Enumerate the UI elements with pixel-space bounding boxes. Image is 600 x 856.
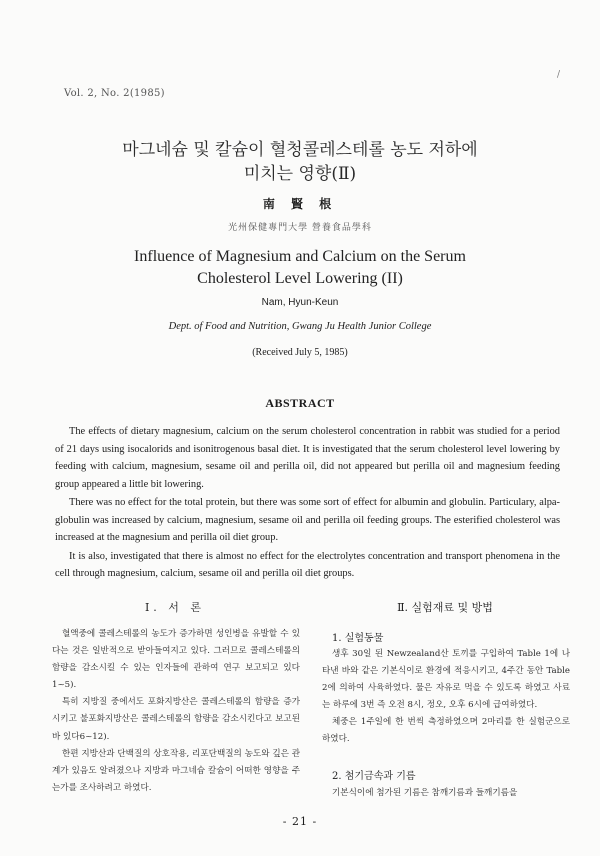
introduction-column [52, 626, 300, 797]
english-title-line1: Influence of Magnesium and Calcium on the Serum [134, 248, 466, 265]
abstract-paragraph: It is also, investigated that there is almost no effect for the electrolytes concentration and transport phenomena in the cell through magnesium, calcium, sesame oil and perilla oil diet groups. [55, 550, 560, 579]
english-title-line2: Cholesterol Level Lowering (II) [197, 270, 403, 287]
corner-mark: / [556, 70, 560, 80]
abstract-heading: ABSTRACT [265, 396, 335, 410]
author-english: Nam, Hyun-Keun [261, 297, 339, 308]
introduction-paragraph: 특히 지방질 중에서도 포화지방산은 콜레스테롤의 함량을 증가시키고 불포화지방산은 콜레스테롤의 함량을 감소시킨다고 보고된 바 있다6~12). [52, 697, 300, 742]
korean-title-line1: 마그네슘 및 칼슘이 혈청콜레스테롤 농도 저하에 [122, 140, 478, 160]
affiliation-korean: 光州保健專門大學 營養食品學科 [228, 223, 372, 233]
korean-title-line2: 미치는 영향(Ⅱ) [243, 164, 357, 184]
introduction-paragraph: 혈액중에 콜레스테롤의 농도가 증가하면 성인병을 유발할 수 있다는 것은 일반적으로 받아들여지고 있다. 그러므로 콜레스테롤의 함량을 감소시킬 수 있는 인자들에 관하여 연구 보고되고 있다1~5). [52, 629, 300, 691]
page-number: - 21 - [282, 815, 318, 828]
subsection2-heading: 2. 첨기금속과 기름 [332, 771, 416, 782]
abstract-paragraph: The effects of dietary magnesium, calcium on the serum cholesterol concentration in rabbit was studied for a period of 21 days using isocalorids and isonitrogenous basal diet. It is investigated that the serum cholesterol level lowering by feeding with calcium, magnesium, sesame oil and perilla oil, did not appeared but perilla oil and magnesium feeding group appeared a little bit lowering. [55, 426, 560, 490]
volume-label: Vol. 2, No. 2(1985) [64, 88, 165, 99]
section1-heading: Ⅰ. 서 론 [144, 601, 206, 614]
section2-heading: Ⅱ. 실험재료 및 방법 [397, 601, 493, 614]
abstract-paragraph: There was no effect for the total protein, but there was some sort of effect for albumin and globulin. Particulary, alpa-globulin was increased by calcium, magnesium, sesame oil and perilla oil feeding groups. The esterified cholesterol was increased at the magnesium and perilla oil diet group. [55, 497, 560, 543]
author-korean: 南 賢 根 [262, 197, 338, 211]
affiliation-english: Dept. of Food and Nutrition, Gwang Ju Health Junior College [168, 321, 432, 332]
methods-paragraph: 체중은 1주일에 한 번씩 측정하였으며 2마리를 한 실험군으로 하였다. [322, 717, 570, 745]
received-date: (Received July 5, 1985) [252, 347, 348, 358]
subsection1-heading: 1. 실험동물 [332, 633, 384, 644]
methods-paragraph: 생후 30일 된 Newzealand산 토끼를 구입하여 Table 1에 나타낸 바와 같은 기본식이로 환경에 적응시키고, 4주간 동안 Table 2에 의하여 사육하였다. 물은 자유로 먹을 수 있도록 하였고 사료는 하루에 3번 즉 오전 8시, 정오, 오후 6시에 급여하였다. [322, 649, 570, 711]
introduction-paragraph: 한편 지방산과 단백질의 상호작용, 리포단백질의 농도와 깊은 관계가 있음도 알려졌으나 지방과 마그네슘 칼슘이 어떠한 영향을 주는가를 조사하려고 하였다. [52, 748, 300, 793]
methods-paragraph: 기본식이에 첨가된 기름은 참깨기름과 들깨기름을 [332, 788, 518, 798]
methods-column-part1 [322, 646, 570, 749]
abstract-body [55, 423, 560, 584]
methods-column-part2 [322, 785, 570, 802]
